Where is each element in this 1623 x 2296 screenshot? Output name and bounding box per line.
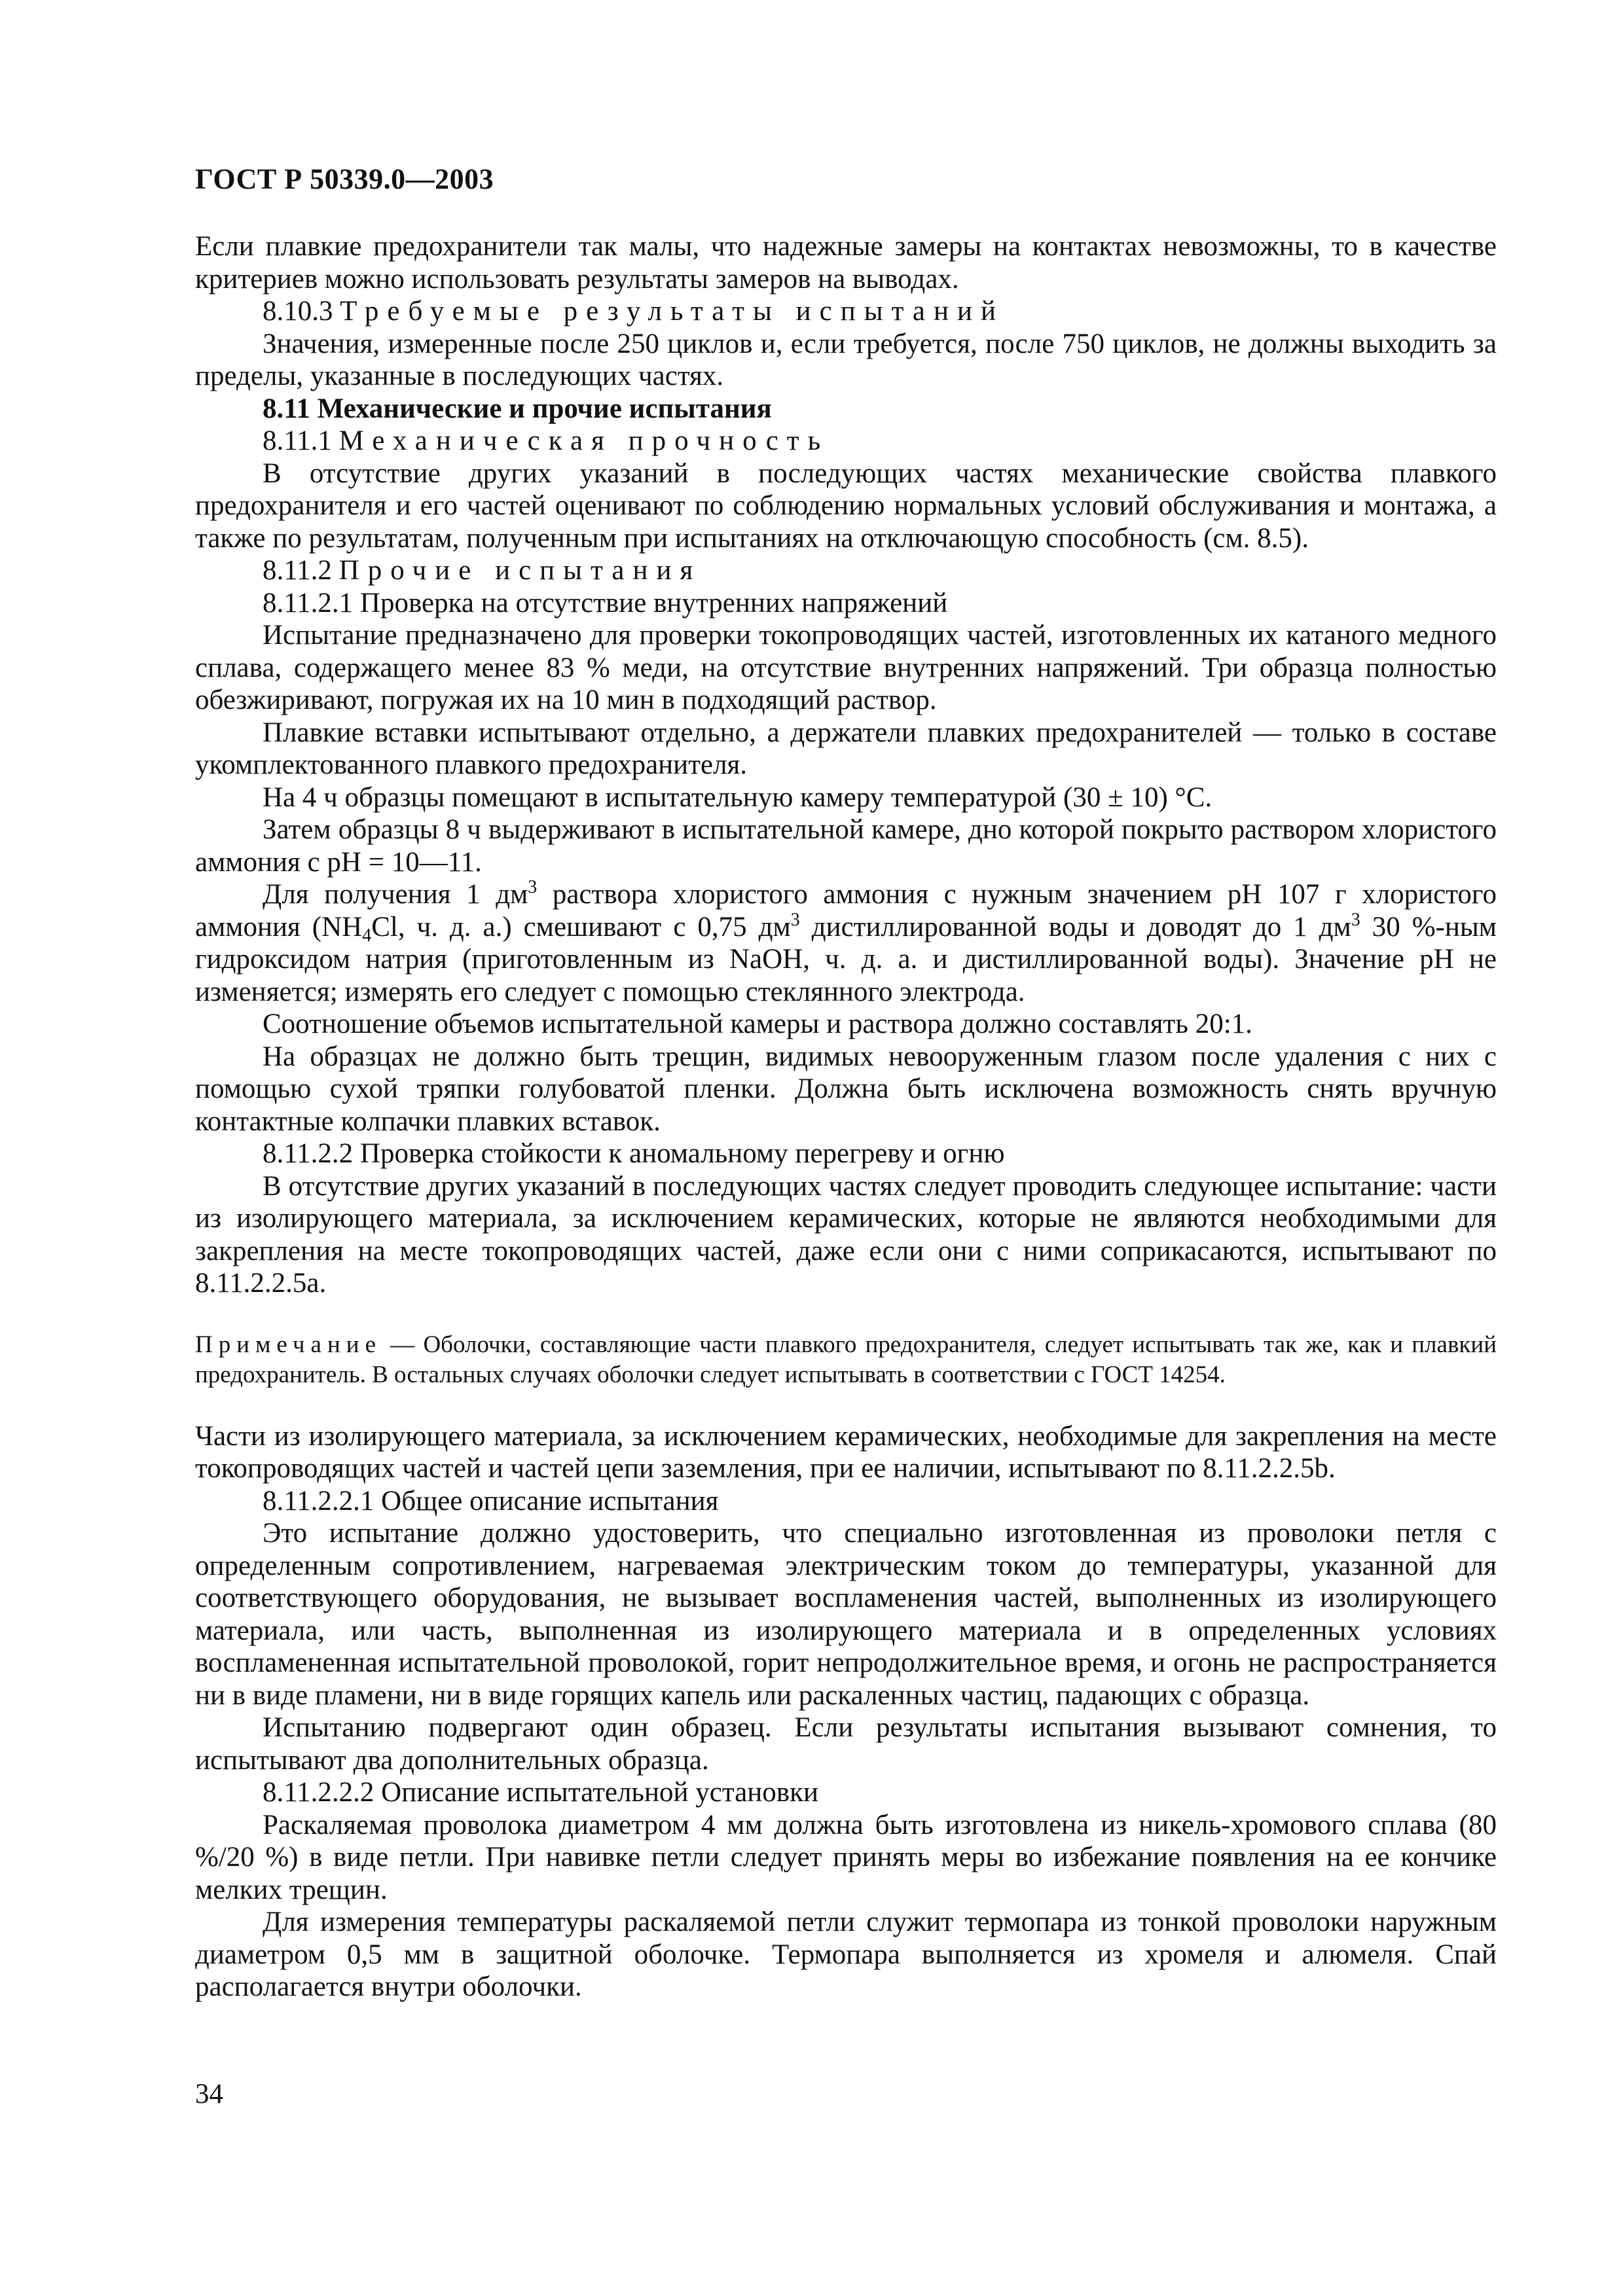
paragraph: Испытание предназначено для проверки токопроводящих частей, изготовленных их катаного медного сплава, содержащего менее 83 % меди, на отсутствие внутренних напряжений. Три образца полностью обезжиривают, погружая их на 10 мин в подходящий раствор. (195, 620, 1497, 715)
text-run: дистиллированной воды и доводят до 1 дм (799, 911, 1351, 942)
paragraph: Части из изолирующего материала, за исключением керамических, необходимые для закрепления на месте токопроводящих частей и частей цепи заземления, при ее наличии, испытывают по 8.11.2.2.5b. (195, 1420, 1497, 1484)
section-8-11-2-heading (195, 554, 1497, 587)
paragraph-formula (195, 878, 1497, 1008)
text-run: раствора хлористого аммония с нужным значением рН 107 г хлористого аммония (NH (195, 879, 1497, 942)
note (195, 1330, 1497, 1390)
paragraph: В отсутствие других указаний в последующих частях следует проводить следующее испытание: части из изолирующего материала, за исключением керамических, которые не являются необходимыми для закрепления на месте токопроводящих частей, даже если они с ними соприкасаются, испытывают по 8.11.2.2.5а. (195, 1170, 1497, 1299)
paragraph: Если плавкие предохранители так малы, что надежные замеры на контактах невозможны, то в качестве критериев можно использовать результаты замеров на выводах. (195, 231, 1497, 295)
paragraph: Значения, измеренные после 250 циклов и, если требуется, после 750 циклов, не должны выходить за пределы, указанные в последующих частях. (195, 328, 1497, 391)
text-run: Cl, ч. д. а.) смешивают с 0,75 дм (371, 911, 791, 942)
paragraph: Затем образцы 8 ч выдерживают в испытательной камере, дно которой покрыто раствором хлористого аммония с рН = 10—11. (195, 814, 1497, 878)
paragraph: Плавкие вставки испытывают отдельно, а держатели плавких предохранителей — только в составе укомплектованного плавкого предохранителя. (195, 717, 1497, 780)
section-title: Требуемые результаты испытаний (340, 296, 1005, 327)
page-header-standard-number: ГОСТ Р 50339.0—2003 (195, 163, 494, 195)
note-text: — Оболочки, составляющие части плавкого предохранителя, следует испытывать так же, как и плавкий предохранитель. В остальных случаях оболочки следует испытывать в соответствии с ГОСТ 14254. (195, 1331, 1497, 1388)
subscript: 4 (362, 925, 372, 946)
section-number: 8.11.2 (263, 555, 332, 586)
section-title: Прочие испытания (338, 555, 702, 586)
paragraph: На образцах не должно быть трещин, видимых невооруженным глазом после удаления с них с помощью сухой тряпки голубоватой пленки. Должна быть исключена возможность снять вручную контактные колпачки плавких вставок. (195, 1041, 1497, 1137)
paragraph: Раскаляемая проволока диаметром 4 мм должна быть изготовлена из никель-хромового сплава (80 %/20 %) в виде петли. При навивке петли следует принять меры во избежание появления на ее кончике мелких трещин. (195, 1809, 1497, 1905)
section-number: 8.11.1 (263, 425, 332, 456)
note-label: Примечание (195, 1331, 382, 1358)
text-run: Для получения 1 дм (263, 879, 528, 910)
section-8-11-2-2-2-heading: 8.11.2.2.2 Описание испытательной установки (263, 1777, 818, 1808)
section-8-11-2-2-heading: 8.11.2.2 Проверка стойкости к аномальному перегреву и огню (263, 1138, 1005, 1169)
paragraph: Это испытание должно удостоверить, что специально изготовленная из проволоки петля с определенным сопротивлением, нагреваемая электрическим током до температуры, указанной для соответствующего оборудования, не вызывает воспламенения частей, выполненных из изолирующего материала, или часть, выполненная из изолирующего материала и в определенных условиях воспламененная испытательной проволокой, горит непродолжительное время, и огонь не распространяется ни в виде пламени, ни в виде горящих капель или раскаленных частиц, падающих с образца. (195, 1518, 1497, 1711)
text-run: 30 %-ным гидроксидом натрия (приготовленным из NaOH, ч. д. а. и дистиллированной воды). Значение рН не изменяется; измерять его следует с помощью стеклянного электрода. (195, 911, 1497, 1007)
section-8-11-2-2-1-heading: 8.11.2.2.1 Общее описание испытания (263, 1485, 719, 1516)
section-title: Механическая прочность (338, 425, 830, 456)
section-number: 8.10.3 (263, 296, 333, 327)
superscript: 3 (1351, 909, 1360, 930)
superscript: 3 (528, 877, 538, 897)
superscript: 3 (790, 909, 800, 930)
section-8-10-3-heading (195, 295, 1497, 328)
paragraph: В отсутствие других указаний в последующих частях механические свойства плавкого предохранителя и его частей оценивают по соблюдению нормальных условий обслуживания и монтажа, а также по результатам, полученным при испытаниях на отключающую способность (см. 8.5). (195, 457, 1497, 554)
section-8-11-1-heading (195, 425, 1497, 457)
page-body (195, 230, 1497, 2003)
section-8-11-2-1-heading: 8.11.2.1 Проверка на отсутствие внутренних напряжений (263, 587, 948, 619)
paragraph: Для измерения температуры раскаляемой петли служит термопара из тонкой проволоки наружным диаметром 0,5 мм в защитной оболочке. Термопара выполняется из хромеля и алюмеля. Спай располагается внутри оболочки. (195, 1907, 1497, 2002)
paragraph: Испытанию подвергают один образец. Если результаты испытания вызывают сомнения, то испытывают два дополнительных образца. (195, 1712, 1497, 1776)
page-number: 34 (195, 2079, 223, 2109)
section-8-11-heading: 8.11 Механические и прочие испытания (263, 393, 772, 424)
paragraph: Соотношение объемов испытательной камеры и раствора должно составлять 20:1. (263, 1009, 1252, 1039)
paragraph: На 4 ч образцы помещают в испытательную камеру температурой (30 ± 10) °С. (263, 781, 1213, 813)
